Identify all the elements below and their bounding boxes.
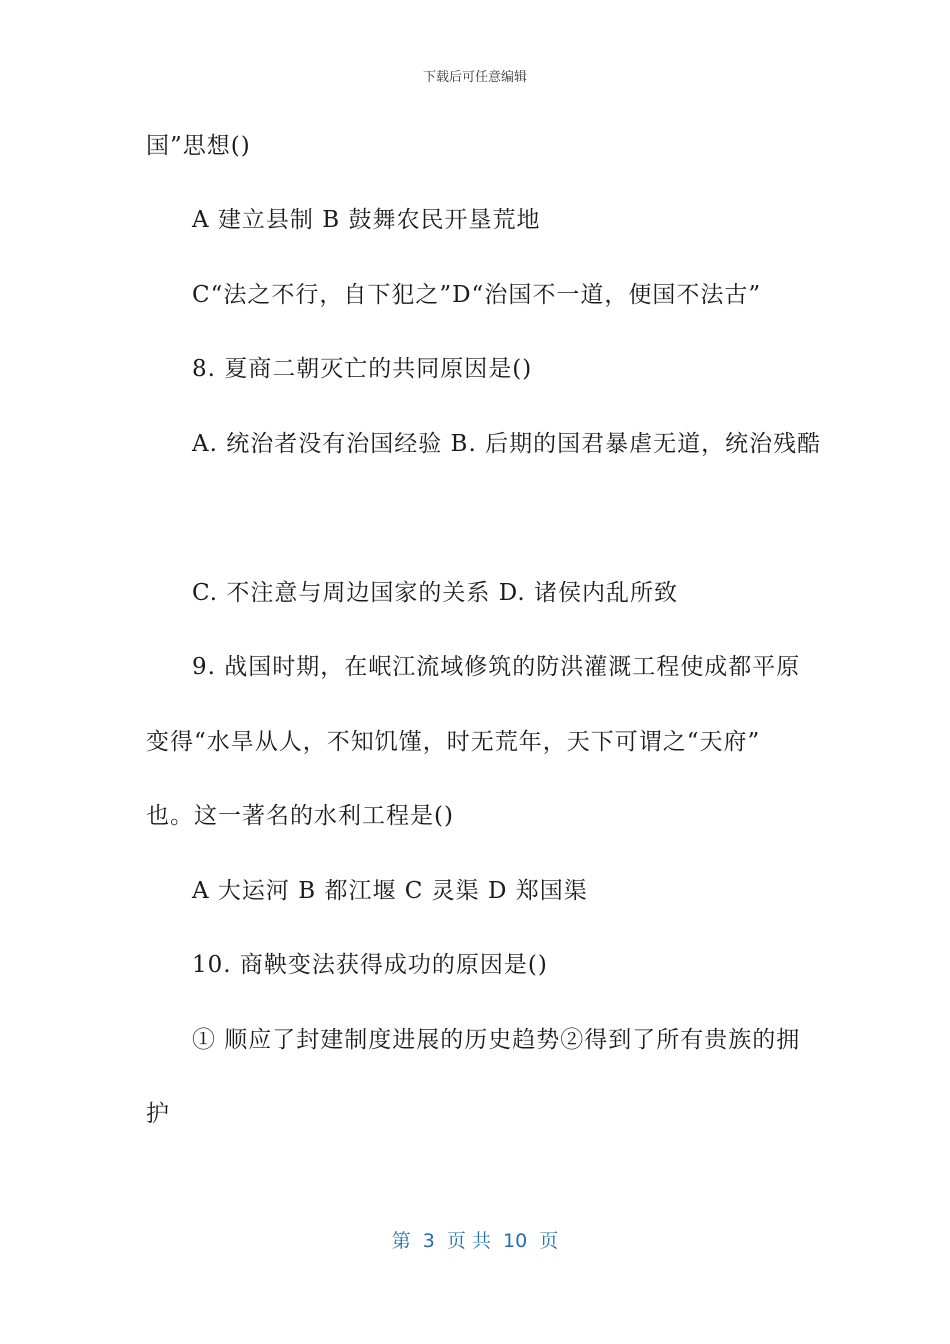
- page-header: 下载后可任意编辑: [422, 70, 527, 85]
- text-line: C. 不注意与周边国家的关系 D. 诸侯内乱所致: [192, 580, 678, 606]
- text-line: C“法之不行，自下犯之”D“治国不一道，便国不法古”: [192, 282, 762, 308]
- text-line: ① 顺应了封建制度进展的历史趋势②得到了所有贵族的拥: [192, 1027, 801, 1053]
- text-line: 8. 夏商二朝灭亡的共同原因是(): [192, 356, 533, 382]
- text-line: A 建立县制 B 鼓舞农民开垦荒地: [192, 207, 541, 233]
- text-line: 也。这一著名的水利工程是(): [146, 803, 454, 829]
- text-line: 9. 战国时期，在岷江流域修筑的防洪灌溉工程使成都平原: [192, 654, 801, 680]
- text-line: A 大运河 B 都江堰 C 灵渠 D 郑国渠: [192, 878, 588, 904]
- text-line: 变得“水旱从人，不知饥馑，时无荒年，天下可谓之“天府”: [146, 729, 761, 755]
- text-line: 国”思想(): [146, 133, 251, 159]
- text-line: A. 统治者没有治国经验 B. 后期的国君暴虐无道，统治残酷: [192, 431, 822, 457]
- text-line: 10. 商鞅变法获得成功的原因是(): [192, 952, 548, 978]
- text-line: 护: [146, 1101, 170, 1127]
- page-footer: 第 3 页 共 10 页: [391, 1230, 559, 1252]
